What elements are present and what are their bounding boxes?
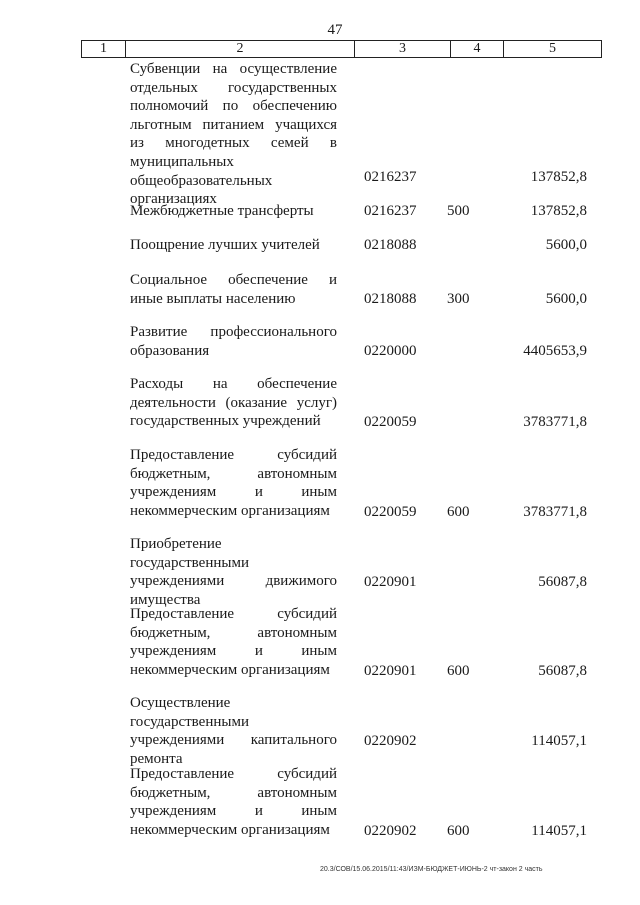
row-target-code: 0220902 xyxy=(364,823,417,839)
row-target-code: 0218088 xyxy=(364,291,417,307)
row-description: Социальное обеспечение и иные выплаты населению xyxy=(130,272,337,307)
row-description: Предоставление субсидий бюджетным, автономным учреждениям и иным некоммерческим организациям xyxy=(130,447,337,519)
row-target-code: 0220059 xyxy=(364,414,417,430)
row-amount: 137852,8 xyxy=(530,203,587,219)
row-description: Развитие профессионального образования xyxy=(130,324,337,359)
column-header-5: 5 xyxy=(549,41,556,56)
row-expense-type: 600 xyxy=(447,663,470,679)
row-amount: 114057,1 xyxy=(531,733,587,749)
document-footer: 20.3/СОВ/15.06.2015/11:43/ИЗМ-БЮДЖЕТ-ИЮНЬ-2 чт-закон 2 часть xyxy=(320,866,543,873)
row-amount: 4405653,9 xyxy=(523,343,587,359)
row-amount: 5600,0 xyxy=(545,291,587,307)
row-description: Осуществление государственными учреждениями капитального ремонта xyxy=(130,695,337,767)
column-header-1: 1 xyxy=(82,41,126,57)
column-header-2: 2 xyxy=(126,41,355,57)
row-description: Поощрение лучших учителей xyxy=(130,237,320,253)
row-description: Предоставление субсидий бюджетным, автономным учреждениям и иным некоммерческим организациям xyxy=(130,766,337,838)
page-number: 47 xyxy=(327,22,343,38)
row-description: Субвенции на осуществление отдельных государственных полномочий по обеспечению льготным питанием учащихся из многодетных семей в муниципальных общеобразовательных организациях xyxy=(130,61,337,208)
row-amount: 3783771,8 xyxy=(523,504,587,520)
row-target-code: 0216237 xyxy=(364,169,417,185)
row-target-code: 0220901 xyxy=(364,574,417,590)
row-amount: 56087,8 xyxy=(538,574,587,590)
row-description: Расходы на обеспечение деятельности (оказание услуг) государственных учреждений xyxy=(130,376,337,430)
row-amount: 114057,1 xyxy=(531,823,587,839)
row-target-code: 0220901 xyxy=(364,663,417,679)
row-description: Приобретение государственными учреждениями движимого имущества xyxy=(130,536,337,608)
row-target-code: 0216237 xyxy=(364,203,417,219)
row-expense-type: 500 xyxy=(447,203,470,219)
row-expense-type: 300 xyxy=(447,291,470,307)
column-header-row xyxy=(81,40,602,58)
row-expense-type: 600 xyxy=(447,823,470,839)
row-amount: 137852,8 xyxy=(530,169,587,185)
row-target-code: 0220000 xyxy=(364,343,417,359)
row-target-code: 0218088 xyxy=(364,237,417,253)
row-amount: 56087,8 xyxy=(538,663,587,679)
row-target-code: 0220059 xyxy=(364,504,417,520)
row-description: Межбюджетные трансферты xyxy=(130,203,314,219)
row-amount: 5600,0 xyxy=(545,237,587,253)
row-target-code: 0220902 xyxy=(364,733,417,749)
row-expense-type: 600 xyxy=(447,504,470,520)
column-header-3: 3 xyxy=(355,41,451,57)
row-description: Предоставление субсидий бюджетным, автономным учреждениям и иным некоммерческим организациям xyxy=(130,606,337,678)
row-amount: 3783771,8 xyxy=(523,414,587,430)
column-header-4: 4 xyxy=(451,41,504,57)
